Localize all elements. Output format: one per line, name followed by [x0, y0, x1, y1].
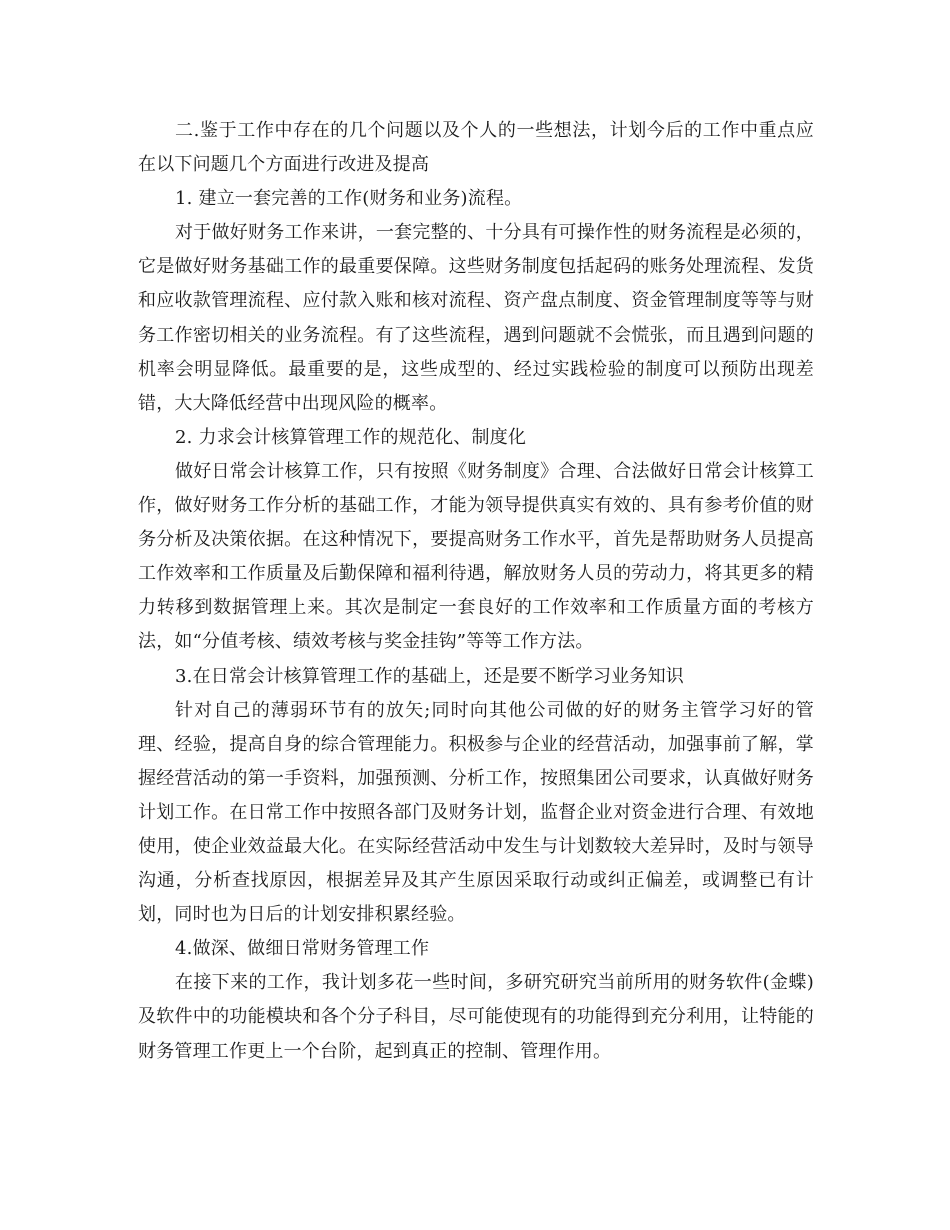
body-paragraph-1: 对于做好财务工作来讲，一套完整的、十分具有可操作性的财务流程是必须的，它是做好财务基础工作的最重要保障。这些财务制度包括起码的账务处理流程、发货和应收款管理流程、应付款入账和核对流程、资产盘点制度、资金管理制度等等与财务工作密切相关的业务流程。有了这些流程，遇到问题就不会慌张，而且遇到问题的机率会明显降低。最重要的是，这些成型的、经过实践检验的制度可以预防出现差错，大大降低经营中出现风险的概率。	[138, 222, 814, 414]
body-paragraph-4: 在接下来的工作，我计划多花一些时间，多研究研究当前所用的财务软件(金蝶)及软件中的功能模块和各个分子科目，尽可能使现有的功能得到充分利用，让特能的财务管理工作更上一个台阶，起到真正的控制、管理作用。	[138, 972, 814, 1062]
document-page	[138, 114, 814, 1069]
item-heading-4: 4.做深、做细日常财务管理工作	[175, 938, 430, 960]
item-heading-1: 1. 建立一套完善的工作(财务和业务)流程。	[175, 188, 523, 210]
body-paragraph-3: 针对自己的薄弱环节有的放矢;同时向其他公司做的好的财务主管学习好的管理、经验，提高自身的综合管理能力。积极参与企业的经营活动，加强事前了解，掌握经营活动的第一手资料，加强预测、分析工作，按照集团公司要求，认真做好财务计划工作。在日常工作中按照各部门及财务计划，监督企业对资金进行合理、有效地使用，使企业效益最大化。在实际经营活动中发生与计划数较大差异时，及时与领导沟通，分析查找原因，根据差异及其产生原因采取行动或纠正偏差，或调整已有计划，同时也为日后的计划安排积累经验。	[138, 699, 814, 926]
item-heading-2: 2. 力求会计核算管理工作的规范化、制度化	[175, 426, 527, 448]
section-heading-improvements: 二.鉴于工作中存在的几个问题以及个人的一些想法，计划今后的工作中重点应在以下问题几个方面进行改进及提高	[138, 120, 814, 176]
item-heading-3: 3.在日常会计核算管理工作的基础上，还是要不断学习业务知识	[175, 665, 684, 687]
body-paragraph-2: 做好日常会计核算工作，只有按照《财务制度》合理、合法做好日常会计核算工作，做好财务工作分析的基础工作，才能为领导提供真实有效的、具有参考价值的财务分析及决策依据。在这种情况下，要提高财务工作水平，首先是帮助财务人员提高工作效率和工作质量及后勤保障和福利待遇，解放财务人员的劳动力，将其更多的精力转移到数据管理上来。其次是制定一套良好的工作效率和工作质量方面的考核方法，如“分值考核、绩效考核与奖金挂钩”等等工作方法。	[138, 460, 814, 653]
